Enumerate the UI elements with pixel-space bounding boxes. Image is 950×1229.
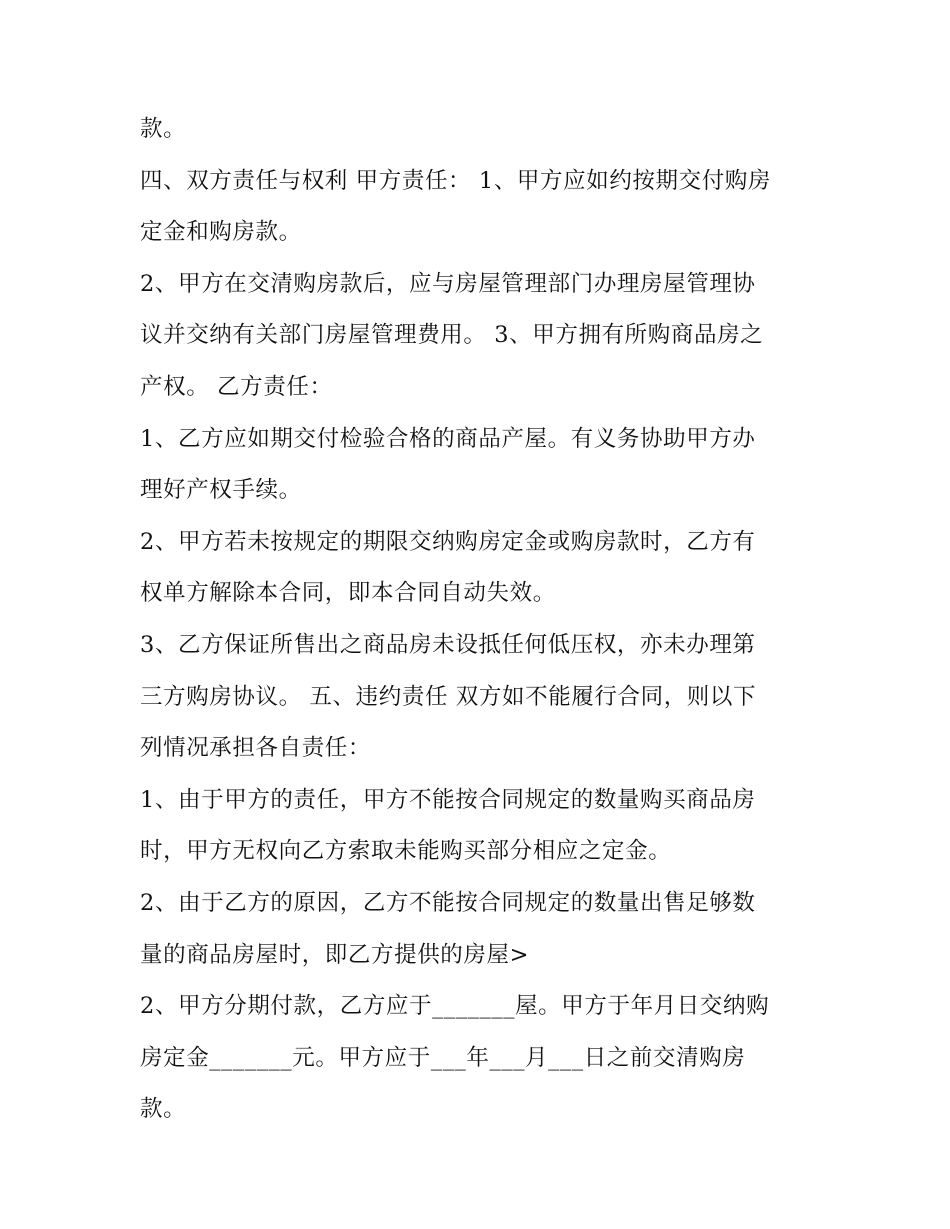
text-line: 三方购房协议。 五、违约责任 双方如不能履行合同，则以下 (140, 683, 757, 710)
contract-text (140, 104, 820, 1136)
text-line: 产权。 乙方责任： (140, 373, 333, 400)
text-line: 理好产权手续。 (140, 477, 302, 504)
text-line: 权单方解除本合同，即本合同自动失效。 (140, 580, 556, 607)
text-line: 量的商品房屋时，即乙方提供的房屋> (140, 941, 530, 968)
text-line: 1、乙方应如期交付检验合格的商品产屋。有义务协助甲方办 (140, 425, 756, 452)
text-line: 定金和购房款。 (140, 219, 302, 246)
text-line: 时，甲方无权向乙方索取未能购买部分相应之定金。 (140, 838, 672, 865)
text-line: 2、甲方分期付款，乙方应于_______屋。甲方于年月日交纳购 (140, 993, 770, 1020)
text-line: 1、由于甲方的责任，甲方不能按合同规定的数量购买商品房 (140, 786, 756, 813)
text-line: 2、甲方在交清购房款后，应与房屋管理部门办理房屋管理协 (140, 270, 756, 297)
text-line: 款。 (140, 1096, 187, 1123)
text-line: 议并交纳有关部门房屋管理费用。 3、甲方拥有所购商品房之 (140, 322, 764, 349)
text-line: 房定金_______元。甲方应于___年___月___日之前交清购房 (140, 1044, 746, 1071)
text-line: 3、乙方保证所售出之商品房未设抵任何低压权，亦未办理第 (140, 631, 756, 658)
text-line: 2、由于乙方的原因，乙方不能按合同规定的数量出售足够数 (140, 889, 756, 916)
text-line: 2、甲方若未按规定的期限交纳购房定金或购房款时，乙方有 (140, 528, 756, 555)
text-line: 列情况承担各自责任： (140, 735, 372, 762)
text-line: 款。 (140, 116, 187, 142)
text-line: 四、双方责任与权利 甲方责任： 1、甲方应如约按期交付购房 (140, 167, 772, 194)
